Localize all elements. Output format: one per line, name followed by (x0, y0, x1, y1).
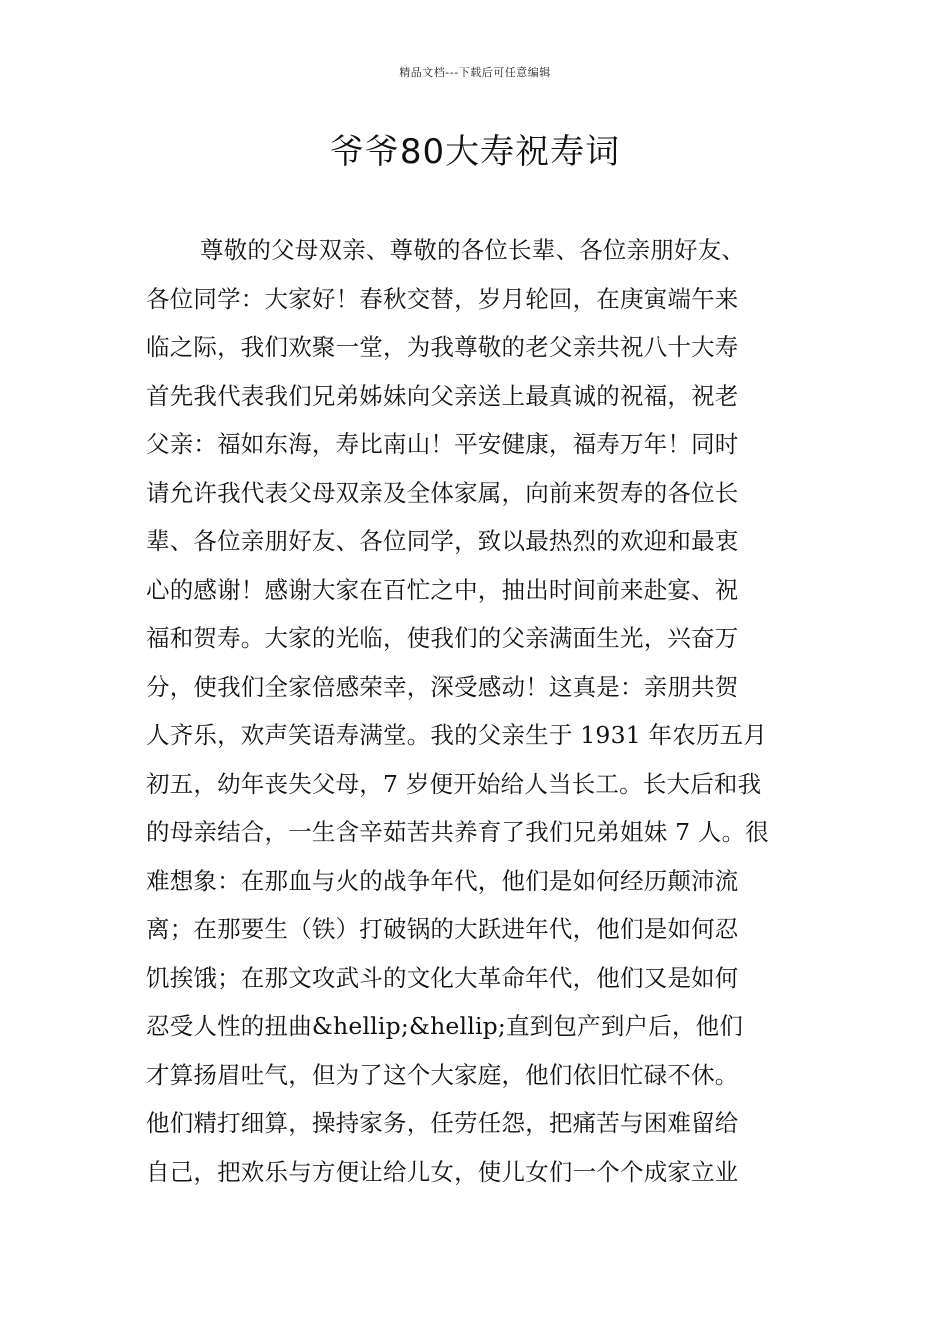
page-header: 精品文档---下载后可任意编辑 (399, 66, 551, 79)
body-line: 请允许我代表父母双亲及全体家属，向前来贺寿的各位长 (146, 478, 739, 507)
document-title: 爷爷80大寿祝寿词 (329, 132, 621, 172)
body-line: 各位同学：大家好！春秋交替，岁月轮回，在庚寅端午来 (146, 284, 739, 313)
document-body (146, 226, 808, 1196)
body-line: 辈、各位亲朋好友、各位同学，致以最热烈的欢迎和最衷 (146, 527, 739, 555)
body-line: 才算扬眉吐气，但为了这个大家庭，他们依旧忙碌不休。 (146, 1060, 739, 1089)
body-line: 尊敬的父母双亲、尊敬的各位长辈、各位亲朋好友、 (200, 236, 746, 264)
body-line: 自己，把欢乐与方便让给儿女，使儿女们一个个成家立业 (146, 1157, 739, 1186)
body-line: 分，使我们全家倍感荣幸，深受感动！这真是：亲朋共贺 (146, 672, 739, 701)
body-line: 临之际，我们欢聚一堂，为我尊敬的老父亲共祝八十大寿 (146, 333, 739, 361)
body-line: 难想象：在那血与火的战争年代，他们是如何经历颠沛流 (146, 866, 739, 895)
body-line: 他们精打细算，操持家务，任劳任怨，把痛苦与困难留给 (146, 1109, 739, 1137)
body-line: 心的感谢！感谢大家在百忙之中，抽出时间前来赴宴、祝 (146, 575, 739, 604)
body-line: 的母亲结合，一生含辛茹苦共养育了我们兄弟姐妹 7 人。很 (146, 818, 769, 846)
body-line: 忍受人性的扭曲&hellip;&hellip;直到包产到户后，他们 (146, 1012, 744, 1040)
body-line: 福和贺寿。大家的光临，使我们的父亲满面生光，兴奋万 (146, 624, 739, 652)
body-line: 父亲：福如东海，寿比南山！平安健康，福寿万年！同时 (146, 430, 739, 458)
body-line: 人齐乐，欢声笑语寿满堂。我的父亲生于 1931 年农历五月 (146, 721, 768, 749)
body-line: 饥挨饿；在那文攻武斗的文化大革命年代，他们又是如何 (146, 963, 739, 992)
body-line: 首先我代表我们兄弟姊妹向父亲送上最真诚的祝福，祝老 (146, 381, 739, 410)
body-line: 离；在那要生（铁）打破锅的大跃进年代，他们是如何忍 (146, 915, 739, 943)
body-line: 初五，幼年丧失父母，7 岁便开始给人当长工。长大后和我 (146, 769, 762, 798)
